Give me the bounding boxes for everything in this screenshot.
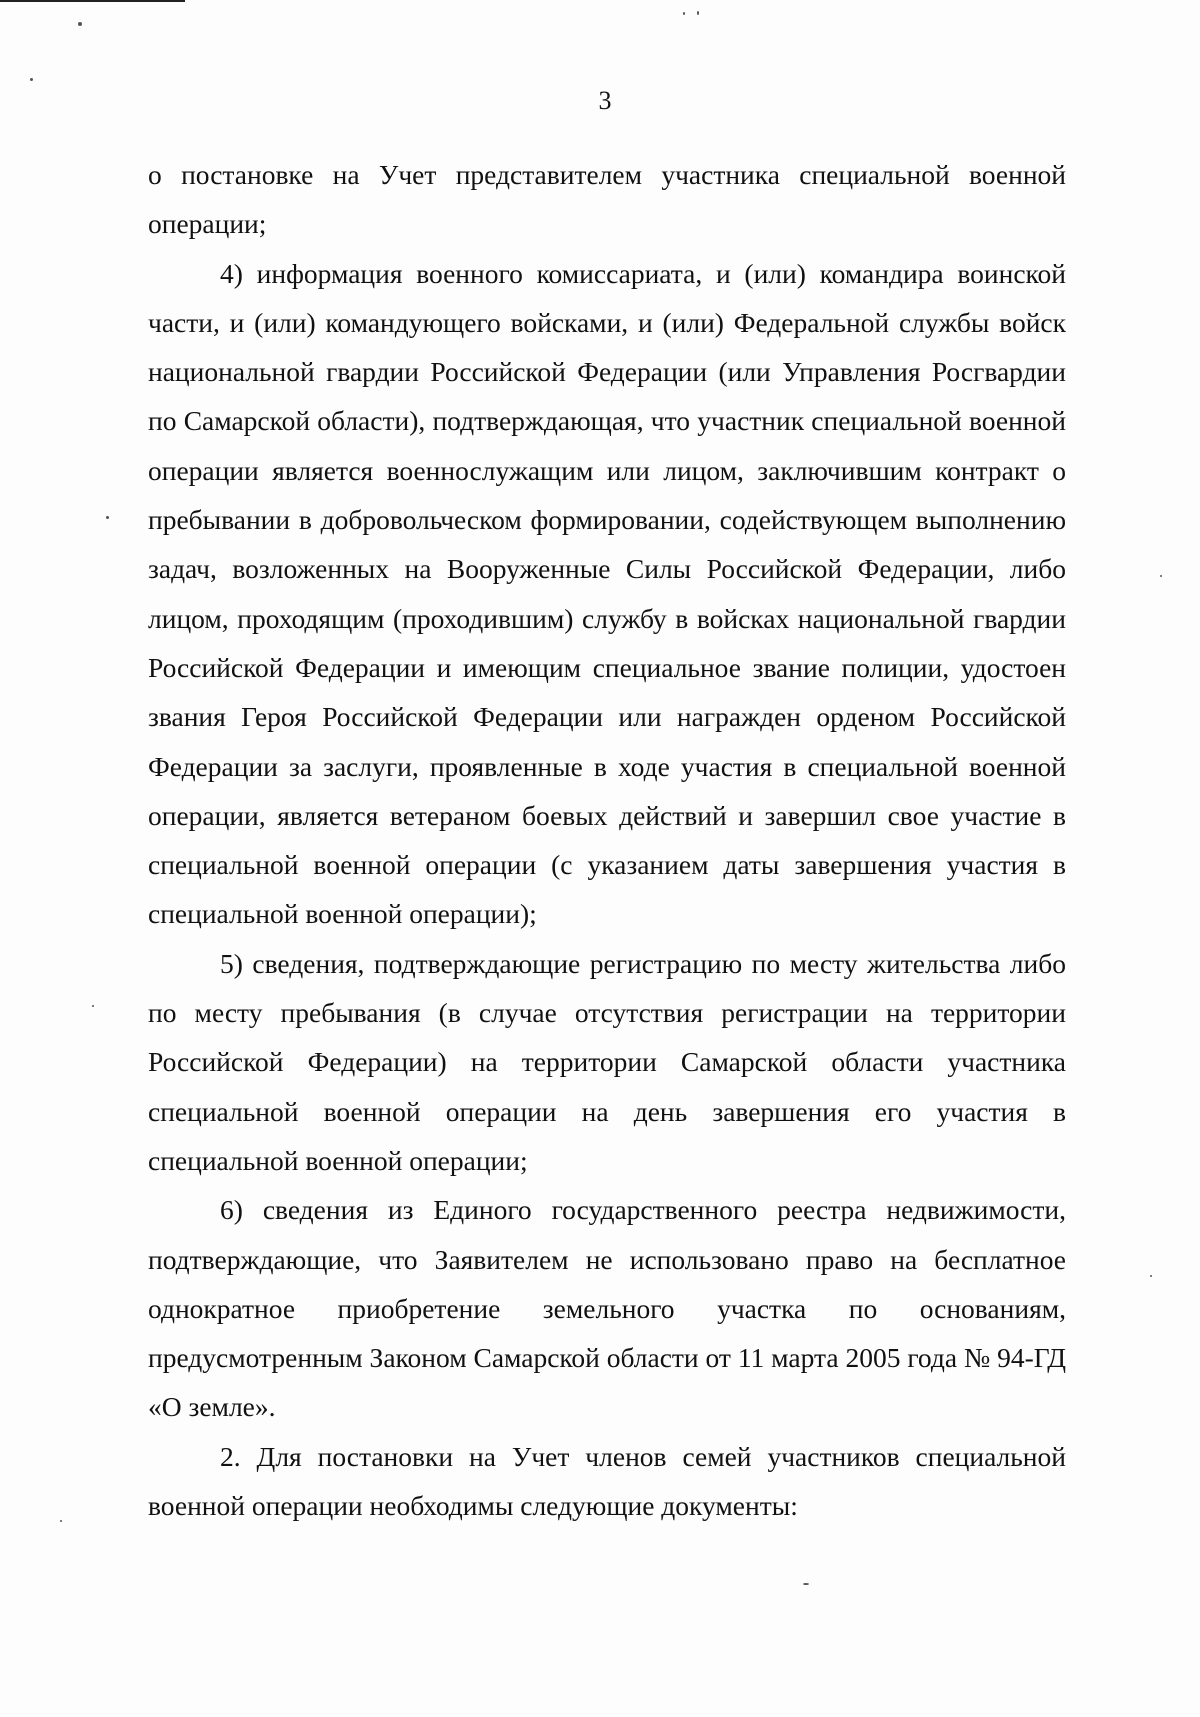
scan-speck: [106, 516, 109, 519]
page-number: 3: [598, 86, 612, 115]
scan-speck: [683, 12, 685, 15]
scan-speck: [92, 1005, 94, 1007]
scan-speck: [30, 78, 33, 81]
scan-speck: [1150, 1275, 1152, 1277]
scan-speck: [803, 1583, 809, 1585]
scan-speck: [1160, 575, 1162, 577]
top-edge-rule: [0, 0, 185, 2]
paragraph-item-4: 4) информация военного комиссариата, и (или) командира воинской части, и (или) командующего войсками, и (или) Федеральной службы войск национальной гвардии Российской Федерации (или Управления Росгвардии по Самарской области), подтверждающая, что участник специальной военной операции является военнослужащим или лицом, заключившим контракт о пребывании в добровольческом формировании, содействующем выполнению задач, возложенных на Вооруженные Силы Российской Федерации, либо лицом, проходящим (проходившим) службу в войсках национальной гвардии Российской Федерации и имеющим специальное звание полиции, удостоен звания Героя Российской Федерации или награжден орденом Российской Федерации за заслуги, проявленные в ходе участия в специальной военной операции, является ветераном боевых действий и завершил свое участие в специальной военной операции (с указанием даты завершения участия в специальной военной операции);: [148, 257, 1066, 930]
scan-speck: [78, 22, 82, 26]
paragraph-item-6: 6) сведения из Единого государственного реестра недвижимости, подтверждающие, что Заявителем не использовано право на бесплатное однократное приобретение земельного участка по основаниям, предусмотренным Законом Самарской области от 11 марта 2005 года № 94-ГД «О земле».: [148, 1194, 1066, 1423]
paragraph-section-2: 2. Для постановки на Учет членов семей участников специальной военной операции необходимы следующие документы:: [148, 1440, 1066, 1522]
scan-speck: [60, 1520, 62, 1522]
scan-speck: [697, 11, 699, 15]
paragraph-item-5: 5) сведения, подтверждающие регистрацию по месту жительства либо по месту пребывания (в случае отсутствия регистрации на территории Российской Федерации) на территории Самарской области участника специальной военной операции на день завершения его участия в специальной военной операции;: [148, 947, 1066, 1176]
document-body: [148, 150, 1066, 1530]
paragraph-continuation: о постановке на Учет представителем участника специальной военной операции;: [148, 159, 1066, 240]
